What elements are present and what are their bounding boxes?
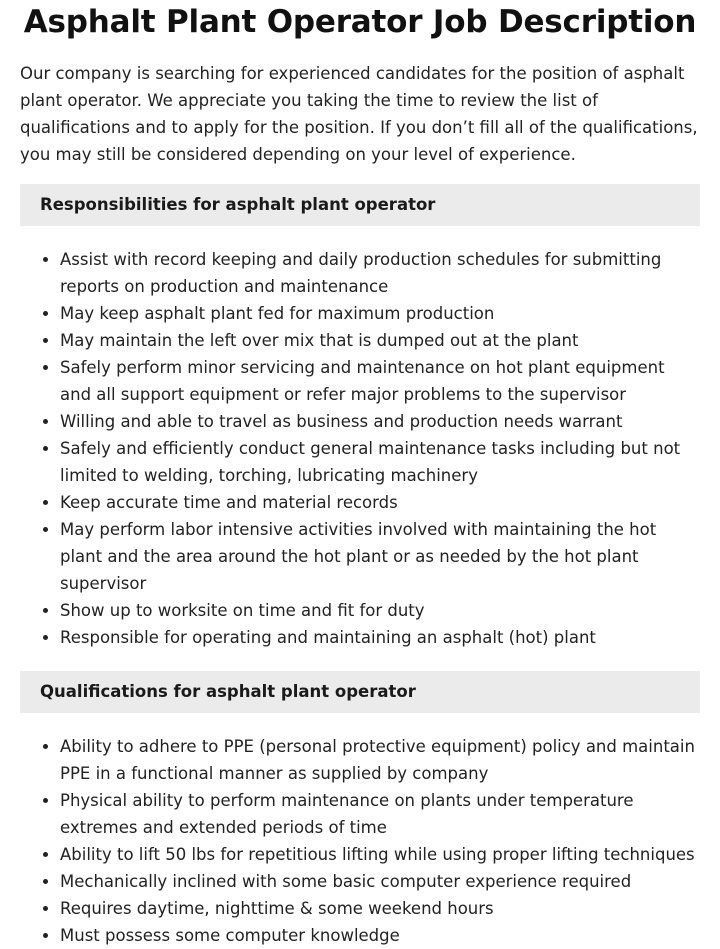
qualification-item: • Ability to adhere to PPE (personal protective equipment) policy and maintain PPE in a functional manner as supplied by company <box>60 733 700 787</box>
intro-paragraph: Our company is searching for experienced candidates for the position of asphalt plant operator. We appreciate you taking the time to review the list of qualifications and to apply for the position. If you don’t fill all of the qualifications, you may still be considered depending on your level of experience. <box>20 64 698 164</box>
responsibility-item: • Keep accurate time and material records <box>60 489 700 516</box>
qualification-item: • Requires daytime, nighttime & some weekend hours <box>60 895 700 922</box>
qualifications-heading: Qualifications for asphalt plant operator <box>20 671 700 713</box>
page-title: Asphalt Plant Operator Job Description <box>23 4 697 40</box>
qualifications-list <box>20 733 700 949</box>
responsibility-item: • Willing and able to travel as business and production needs warrant <box>60 408 700 435</box>
qualification-item: • Ability to lift 50 lbs for repetitious lifting while using proper lifting techniques <box>60 841 700 868</box>
responsibilities-list <box>20 246 700 651</box>
qualification-item: • Mechanically inclined with some basic computer experience required <box>60 868 700 895</box>
responsibility-item: • Responsible for operating and maintaining an asphalt (hot) plant <box>60 624 700 651</box>
responsibility-item: • May keep asphalt plant fed for maximum production <box>60 300 700 327</box>
responsibility-item: • May perform labor intensive activities involved with maintaining the hot plant and the area around the hot plant or as needed by the hot plant supervisor <box>60 516 700 597</box>
responsibility-item: • Safely perform minor servicing and maintenance on hot plant equipment and all support equipment or refer major problems to the supervisor <box>60 354 700 408</box>
responsibility-item: • Show up to worksite on time and fit for duty <box>60 597 700 624</box>
responsibility-item: • May maintain the left over mix that is dumped out at the plant <box>60 327 700 354</box>
responsibility-item: • Assist with record keeping and daily production schedules for submitting reports on production and maintenance <box>60 246 700 300</box>
qualification-item: • Physical ability to perform maintenance on plants under temperature extremes and extended periods of time <box>60 787 700 841</box>
responsibility-item: • Safely and efficiently conduct general maintenance tasks including but not limited to welding, torching, lubricating machinery <box>60 435 700 489</box>
qualification-item: • Must possess some computer knowledge <box>60 922 700 949</box>
responsibilities-heading: Responsibilities for asphalt plant operator <box>20 184 700 226</box>
